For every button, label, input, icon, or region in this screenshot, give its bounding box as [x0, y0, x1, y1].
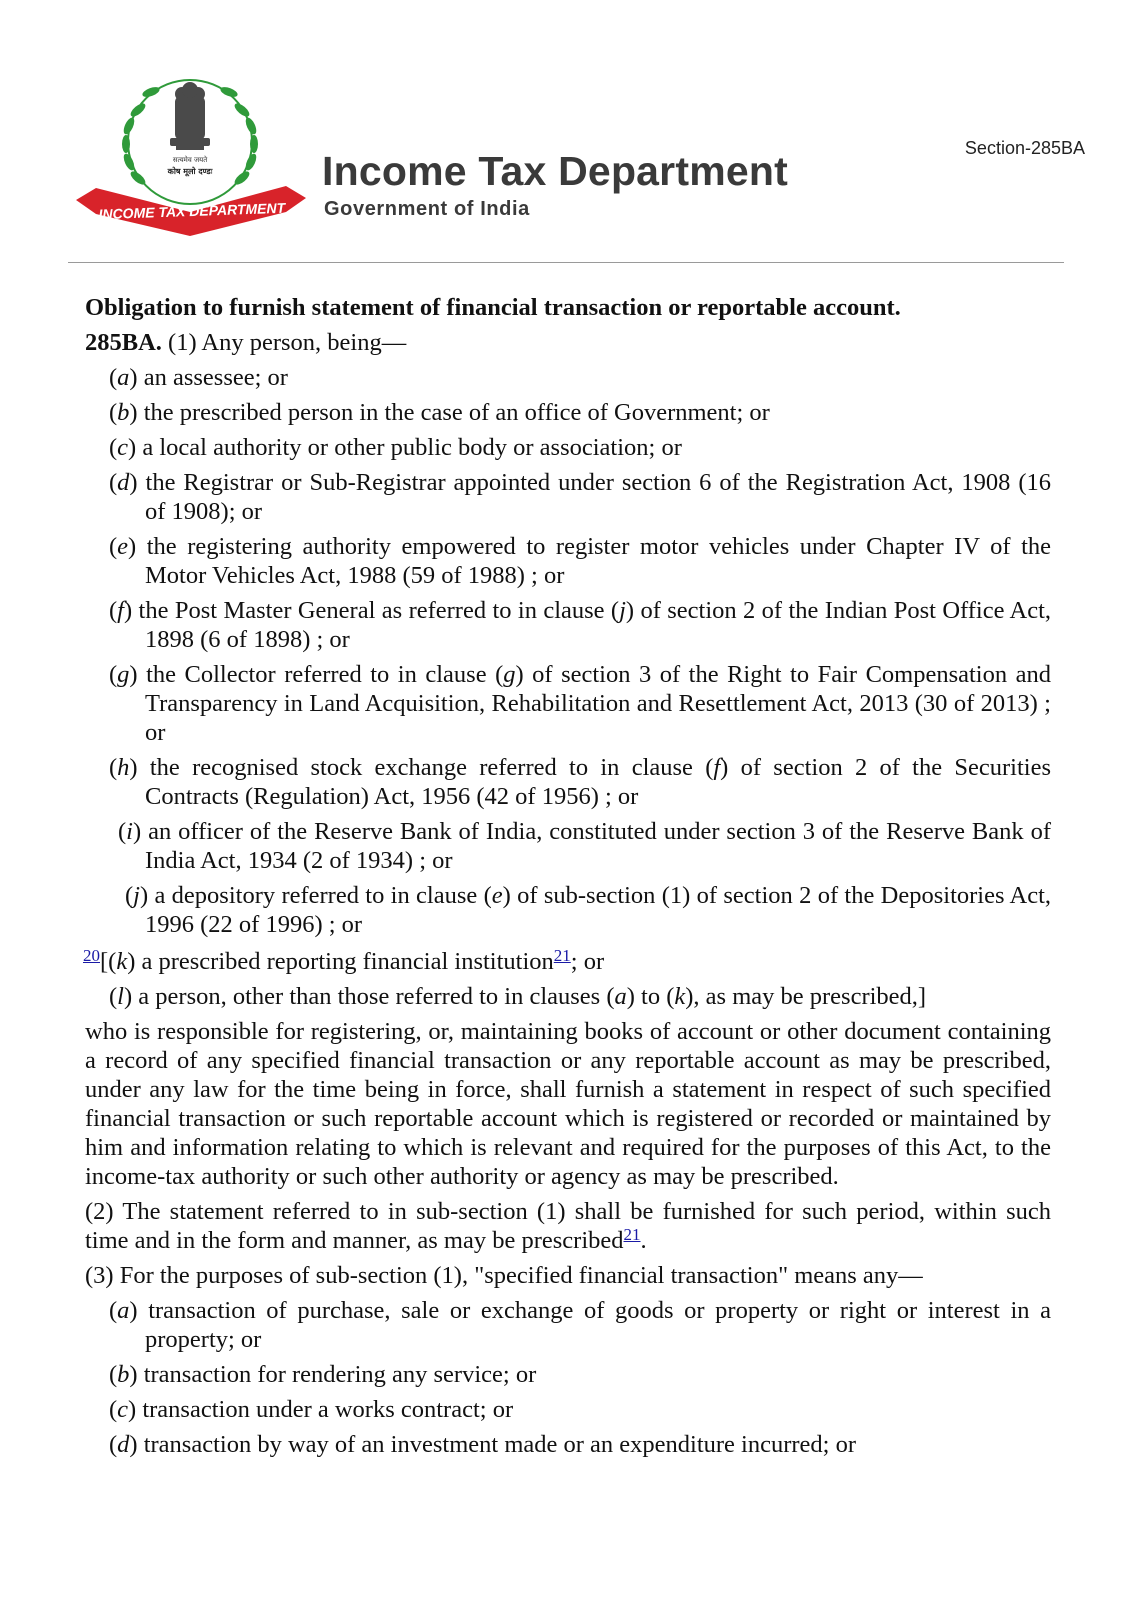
- sub-clause-c: (c) transaction under a works contract; or: [109, 1396, 514, 1423]
- clause-g: (g) the Collector referred to in clause (g) of section 3 of the Right to Fair Compensation and Transparency in Land Acquisition, Rehabilitation and Resettlement Act, 2013 (30 of 2013) ; or: [109, 661, 1051, 746]
- clause-b: (b) the prescribed person in the case of an office of Government; or: [109, 399, 770, 426]
- subsection-1-intro-text: (1) Any person, being—: [161, 329, 407, 356]
- income-tax-department-logo: [72, 70, 312, 240]
- obligation-paragraph: who is responsible for registering, or, maintaining books of account or other document containing a record of any specified financial transaction or any reportable account as may be prescribed, under any law for the time being in force, shall furnish a statement in respect of such specified financial transaction or such reportable account which is registered or recorded or maintained by him and information relating to which is relevant and required for the purposes of this Act, to the income-tax authority or such other authority or agency as may be prescribed.: [85, 1018, 1051, 1190]
- page-header: [0, 0, 1131, 270]
- logo-motto: सत्यमेव जयते: [172, 156, 208, 164]
- sub-clause-a: (a) transaction of purchase, sale or exchange of goods or property or right or interest in a property; or: [109, 1297, 1051, 1353]
- government-name: Government of India: [324, 198, 530, 220]
- clause-j: (j) a depository referred to in clause (e) of sub-section (1) of section 2 of the Depositories Act, 1996 (22 of 1996) ; or: [125, 882, 1051, 938]
- header-divider: [68, 262, 1064, 263]
- clause-l: (l) a person, other than those referred to in clauses (a) to (k), as may be prescribed,]: [109, 983, 927, 1010]
- logo-banner-text: INCOME TAX DEPARTMENT: [98, 199, 286, 223]
- department-name: Income Tax Department: [322, 148, 788, 194]
- clause-k: $^{20}$[(k) a prescribed reporting financial institution$^{21}$; or: [83, 946, 605, 975]
- footnote-link-21-b[interactable]: 21: [623, 1225, 641, 1244]
- section-heading: Obligation to furnish statement of financial transaction or reportable account.: [85, 294, 901, 321]
- section-reference: Section-285BA: [964, 138, 1085, 158]
- footnote-link-20[interactable]: 20: [83, 946, 100, 965]
- clause-h: (h) the recognised stock exchange referred to in clause (f) of section 2 of the Securities Contracts (Regulation) Act, 1956 (42 of 1956) ; or: [109, 754, 1052, 810]
- footnote-link-21[interactable]: 21: [553, 946, 571, 965]
- section-number: 285BA.: [85, 329, 162, 356]
- subsection-2: (2) The statement referred to in sub-section (1) shall be furnished for such period, within such time and in the form and manner, as may be prescribed$^{21}$.: [85, 1198, 1051, 1254]
- clause-a: (a) an assessee; or: [109, 364, 288, 391]
- subsection-1-intro: [85, 328, 1051, 357]
- logo-subtext: कोष मूलो दण्डः: [167, 167, 213, 176]
- clause-c: (c) a local authority or other public body or association; or: [109, 434, 682, 461]
- sub-clause-b: (b) transaction for rendering any service; or: [109, 1361, 537, 1388]
- clause-d: (d) the Registrar or Sub-Registrar appointed under section 6 of the Registration Act, 1908 (16 of 1908); or: [109, 469, 1051, 525]
- sub-clause-d: (d) transaction by way of an investment made or an expenditure incurred; or: [109, 1431, 857, 1458]
- clause-e: (e) the registering authority empowered to register motor vehicles under Chapter IV of the Motor Vehicles Act, 1988 (59 of 1988) ; or: [109, 533, 1051, 589]
- clause-i: (i) an officer of the Reserve Bank of India, constituted under section 3 of the Reserve Bank of India Act, 1934 (2 of 1934) ; or: [118, 818, 1051, 874]
- document-body: [85, 293, 1051, 1465]
- clause-f: (f) the Post Master General as referred to in clause (j) of section 2 of the Indian Post Office Act, 1898 (6 of 1898) ; or: [109, 597, 1051, 653]
- subsection-3-intro: (3) For the purposes of sub-section (1), "specified financial transaction" means any—: [85, 1262, 923, 1289]
